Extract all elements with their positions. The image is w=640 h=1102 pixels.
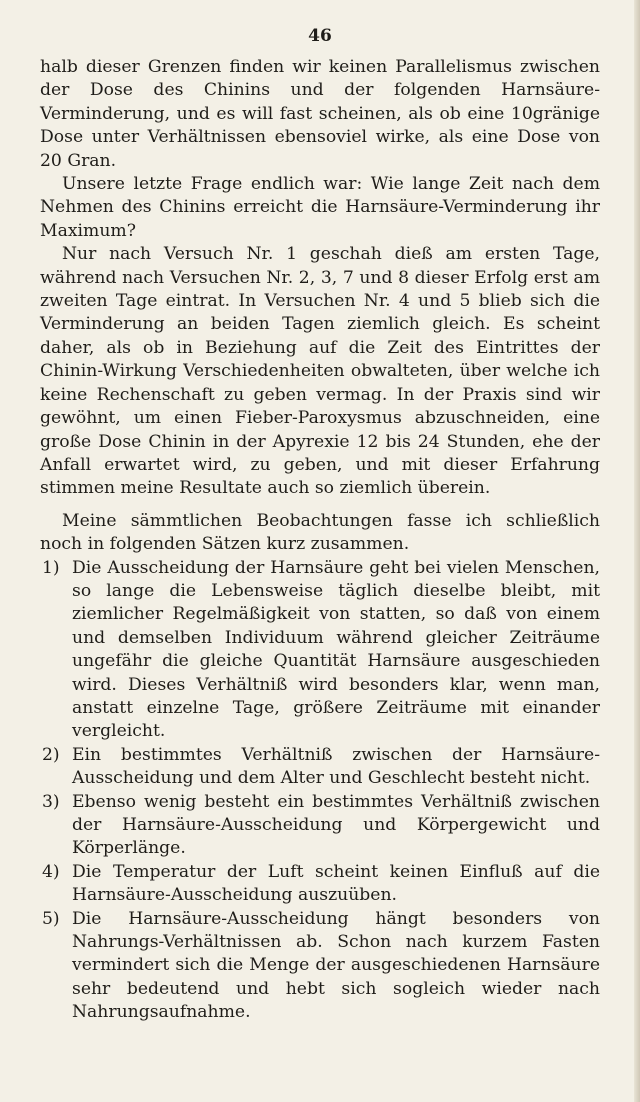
page-edge-shadow: [634, 0, 640, 1102]
list-item: [40, 908, 600, 1025]
paragraph-question: Unsere letzte Frage endlich war: Wie lange Zeit nach dem Nehmen des Chinins erreicht die Harnsäure-Verminderung ihr Maximum?: [40, 174, 600, 241]
paragraph-summary-intro: Meine sämmtlichen Beobachtungen fasse ich schließlich noch in folgenden Sätzen kurz zusammen.: [40, 510, 600, 555]
paragraph-continuation: halb dieser Grenzen finden wir keinen Parallelismus zwischen der Dose des Chinins und der folgenden Harnsäure-Verminderung, und es will fast scheinen, als ob eine 10gränige Dose unter Verhältnissen ebensoviel wirke, als eine Dose von 20 Gran.: [40, 57, 600, 171]
list-item-number: 2): [42, 744, 60, 765]
list-item-text: Die Harnsäure-Ausscheidung hängt besonders von Nahrungs-Verhältnissen ab. Schon nach kurzem Fasten vermindert sich die Menge der ausgeschiedenen Harnsäure sehr bedeutend und hebt sich sogleich wieder nach Nahrungsaufnahme.: [72, 908, 600, 1023]
list-item: [40, 791, 600, 861]
list-item-number: 5): [42, 908, 60, 929]
paragraph-experiments: Nur nach Versuch Nr. 1 geschah dieß am ersten Tage, während nach Versuchen Nr. 2, 3, 7 und 8 dieser Erfolg erst am zweiten Tage eintrat. In Versuchen Nr. 4 und 5 blieb sich die Verminderung an beiden Tagen ziemlich gleich. Es scheint daher, als ob in Beziehung auf die Zeit des Eintrittes der Chinin-Wirkung Verschiedenheiten obwalteten, über welche ich keine Rechenschaft zu geben vermag. In der Praxis sind wir gewöhnt, um einen Fieber-Paroxysmus abzuschneiden, eine große Dose Chinin in der Apyrexie 12 bis 24 Stunden, ehe der Anfall erwartet wird, zu geben, und mit dieser Erfahrung stimmen meine Resultate auch so ziemlich überein.: [40, 244, 600, 499]
list-item: [40, 861, 600, 908]
list-item-number: 1): [42, 557, 60, 578]
page-number: 46: [308, 26, 332, 46]
list-item: [40, 557, 600, 744]
body-text: [40, 56, 600, 1025]
list-item-number: 3): [42, 791, 60, 812]
list-item-number: 4): [42, 861, 60, 882]
list-item-text: Ebenso wenig besteht ein bestimmtes Verhältniß zwischen der Harnsäure-Ausscheidung und Körpergewicht und Körperlänge.: [72, 791, 600, 859]
list-item-text: Die Temperatur der Luft scheint keinen Einfluß auf die Harnsäure-Ausscheidung auszuüben.: [72, 861, 600, 906]
list-item-text: Die Ausscheidung der Harnsäure geht bei vielen Menschen, so lange die Lebensweise täglich dieselbe bleibt, mit ziemlicher Regelmäßigkeit von statten, so daß von einem und demselben Individuum während gleicher Zeiträume ungefähr die gleiche Quantität Harnsäure ausgeschieden wird. Dieses Verhältniß wird besonders klar, wenn man, anstatt einzelne Tage, größere Zeiträume mit einander vergleicht.: [72, 557, 600, 742]
conclusions-list: [40, 557, 600, 1025]
list-item: [40, 744, 600, 791]
list-item-text: Ein bestimmtes Verhältniß zwischen der Harnsäure-Ausscheidung und dem Alter und Geschlecht besteht nicht.: [72, 744, 600, 789]
